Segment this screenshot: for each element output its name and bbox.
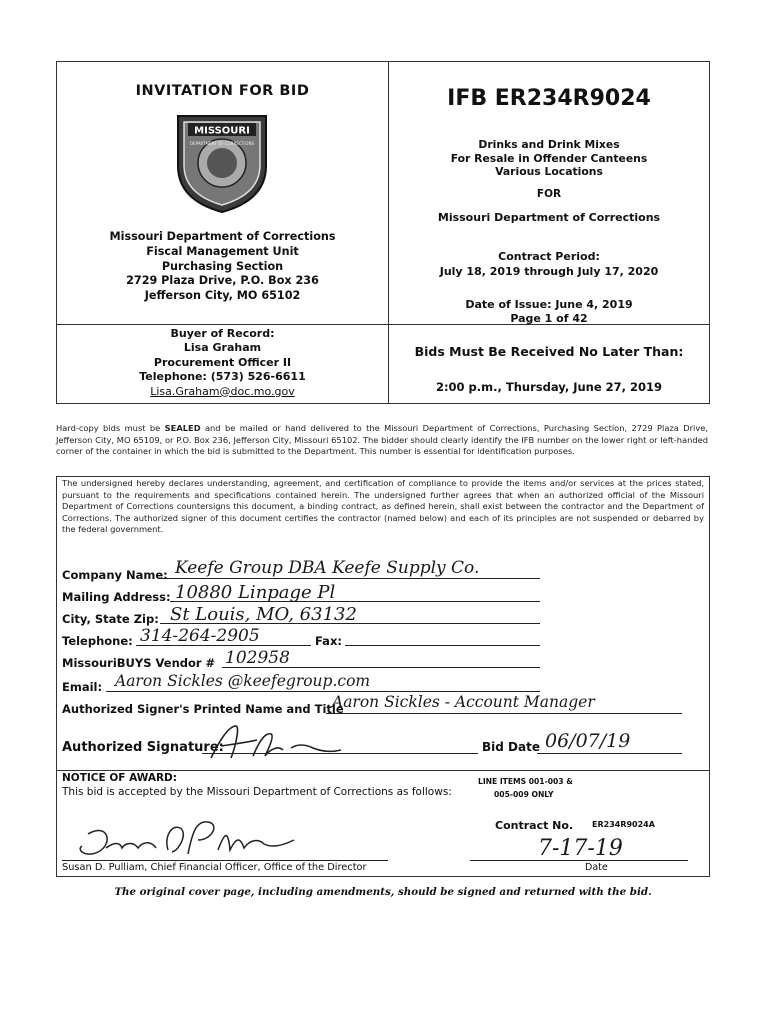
for-label: FOR bbox=[536, 188, 562, 200]
deadline-time: 2:00 p.m., Thursday, June 27, 2019 bbox=[435, 380, 663, 394]
agency-name: Missouri Department of Corrections bbox=[437, 211, 661, 224]
fax-label: Fax: bbox=[315, 634, 342, 648]
award-line-items-1: LINE ITEMS 001-003 & bbox=[478, 777, 573, 786]
vendor-number-label: MissouriBUYS Vendor # bbox=[62, 656, 216, 670]
description-line: Various Locations bbox=[495, 165, 603, 178]
cfo-signer-name: Susan D. Pulliam, Chief Financial Officer, Office of the Director bbox=[62, 862, 367, 873]
buyer-line: Telephone: (573) 526-6611 bbox=[139, 370, 306, 384]
bid-date-value[interactable]: 06/07/19 bbox=[545, 730, 631, 752]
address-line: Purchasing Section bbox=[161, 259, 284, 273]
buyer-info bbox=[56, 327, 389, 399]
signer-name-value[interactable]: Aaron Sickles - Account Manager bbox=[332, 693, 595, 711]
email-value[interactable]: Aaron Sickles @keefegroup.com bbox=[115, 672, 371, 690]
signature-label: Authorized Signature: bbox=[62, 740, 224, 755]
signer-name-line bbox=[326, 713, 682, 714]
fax-line bbox=[345, 645, 540, 646]
contract-number-value: ER234R9024A bbox=[592, 820, 655, 829]
ifb-number: IFB ER234R9024 bbox=[447, 86, 651, 111]
vendor-number-value[interactable]: 102958 bbox=[225, 648, 290, 668]
address-line: Missouri Department of Corrections bbox=[109, 230, 336, 243]
bid-date-label: Bid Date bbox=[482, 740, 540, 754]
email-line bbox=[106, 691, 540, 692]
bid-date-line bbox=[537, 753, 682, 754]
city-state-zip-value[interactable]: St Louis, MO, 63132 bbox=[170, 604, 357, 625]
address-line: 2729 Plaza Drive, P.O. Box 236 bbox=[126, 274, 319, 288]
ifb-description bbox=[388, 138, 710, 179]
department-address bbox=[56, 230, 389, 304]
signer-name-label: Authorized Signer's Printed Name and Title bbox=[62, 702, 344, 716]
bidder-signature-icon[interactable] bbox=[205, 722, 345, 764]
address-line: Fiscal Management Unit bbox=[146, 244, 299, 258]
buyer-line: Lisa Graham bbox=[183, 341, 262, 355]
missouri-seal-icon bbox=[168, 108, 276, 216]
footer-note: The original cover page, including amendments, should be signed and returned with the bid. bbox=[114, 886, 652, 898]
telephone-value[interactable]: 314-264-2905 bbox=[140, 626, 260, 646]
mailing-address-label: Mailing Address: bbox=[62, 590, 171, 604]
telephone-label: Telephone: bbox=[62, 634, 133, 648]
sealed-emphasis: SEALED bbox=[164, 423, 201, 433]
award-date-line bbox=[470, 860, 688, 861]
date-of-issue: Date of Issue: June 4, 2019 bbox=[465, 298, 633, 311]
company-name-label: Company Name: bbox=[62, 568, 168, 582]
award-line-items-2: 005-009 ONLY bbox=[494, 790, 554, 799]
submission-instructions: Hard-copy bids must be SEALED and be mailed or hand delivered to the Missouri Department of Corrections, Purchasing Section, 2729 Plaza Drive, Jefferson City, MO 65109, or P.O. Box 236, Jefferson City, Missouri 65102. The bidder should clearly identify the IFB number on the lower right or left-handed corner of the container in which the bid is submitted to the Department. This number is essential for identification purposes. bbox=[56, 423, 708, 457]
buyer-line: Procurement Officer II bbox=[153, 355, 292, 369]
cfo-signature-line bbox=[62, 860, 388, 861]
cfo-signature-icon bbox=[68, 814, 308, 864]
buyer-line: Buyer of Record: bbox=[170, 327, 275, 340]
company-name-value[interactable]: Keefe Group DBA Keefe Supply Co. bbox=[175, 558, 480, 578]
seal-subtext: DEPARTMENT OF CORRECTIONS bbox=[190, 141, 254, 146]
invitation-title: INVITATION FOR BID bbox=[135, 83, 310, 99]
page-number: Page 1 of 42 bbox=[510, 312, 588, 325]
award-date-value: 7-17-19 bbox=[538, 836, 623, 861]
buyer-email-link[interactable]: Lisa.Graham@doc.mo.gov bbox=[150, 384, 295, 398]
notice-of-award-text: This bid is accepted by the Missouri Department of Corrections as follows: bbox=[62, 786, 452, 798]
award-date-label: Date bbox=[585, 862, 608, 873]
contract-period: July 18, 2019 through July 17, 2020 bbox=[439, 265, 659, 278]
address-line: Jefferson City, MO 65102 bbox=[144, 289, 301, 303]
description-line: Drinks and Drink Mixes bbox=[478, 138, 620, 151]
city-state-zip-label: City, State Zip: bbox=[62, 612, 159, 626]
contract-number-label: Contract No. bbox=[495, 819, 574, 832]
description-line: For Resale in Offender Canteens bbox=[450, 151, 648, 165]
declaration-text: The undersigned hereby declares understanding, agreement, and certification of compliance to provide the items and/or services at the prices stated, pursuant to the requirements and specifications contained herein. The undersigned further agrees that when an authorized official of the Missouri Department of Corrections countersigns this document, a binding contract, as defined herein, shall exist between the contractor and the Department of Corrections. The authorized signer of this document certifies the contractor (named below) and each of its principles are not suspended or debarred by the federal government. bbox=[62, 478, 704, 535]
deadline-label: Bids Must Be Received No Later Than: bbox=[414, 344, 684, 359]
notice-of-award-title: NOTICE OF AWARD: bbox=[62, 772, 177, 784]
contract-period-label: Contract Period: bbox=[498, 250, 600, 263]
seal-text: MISSOURI bbox=[194, 125, 250, 137]
company-name-line bbox=[160, 578, 540, 579]
mailing-address-value[interactable]: 10880 Linpage Pl bbox=[175, 582, 336, 603]
email-label: Email: bbox=[62, 680, 103, 694]
